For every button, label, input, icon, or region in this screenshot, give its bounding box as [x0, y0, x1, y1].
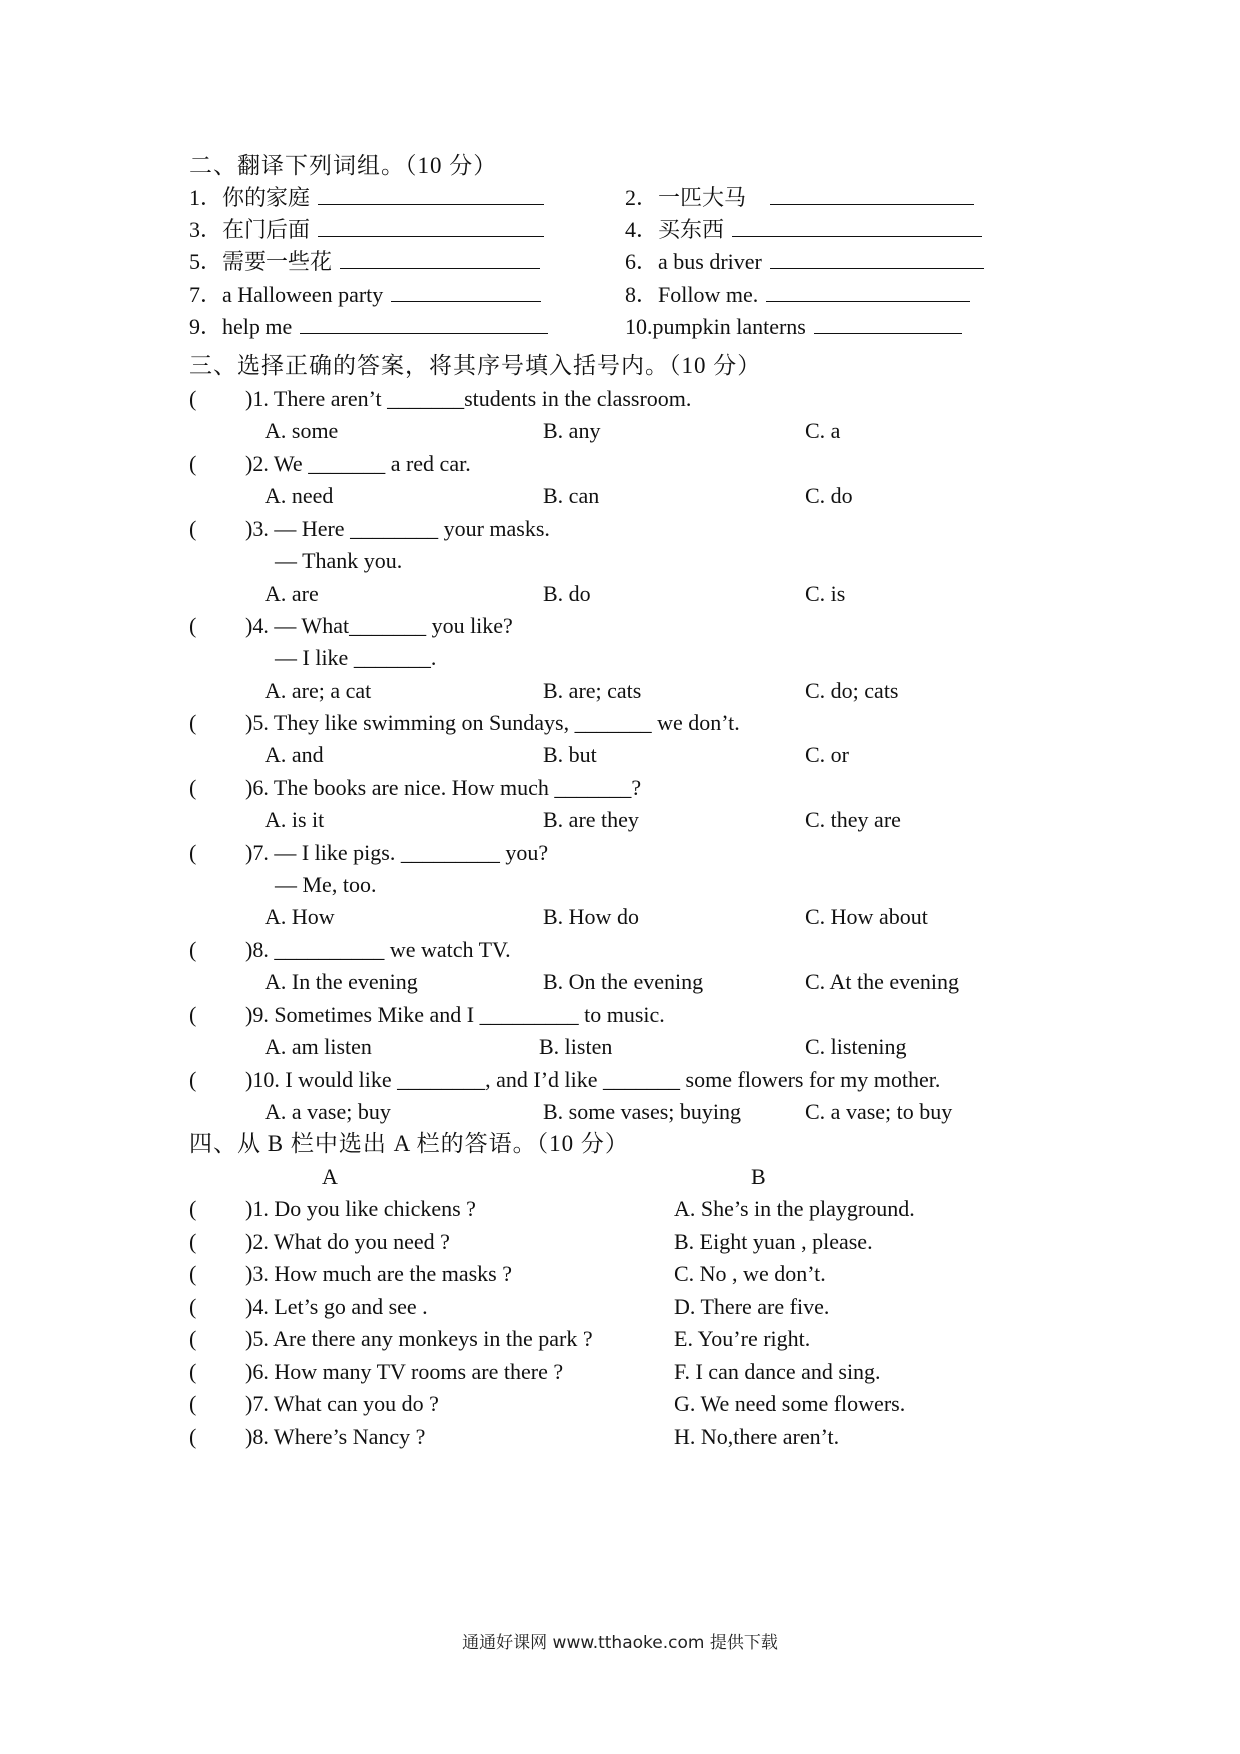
question-text: )1. There aren’t _______students in the classroom.	[245, 386, 692, 411]
options-row	[189, 675, 1069, 707]
answer-bracket[interactable]: (	[189, 1196, 197, 1221]
options-row	[189, 1096, 1069, 1128]
option-c: C. do; cats	[805, 678, 899, 703]
match-question: )2. What do you need ?	[245, 1229, 450, 1254]
translate-row	[189, 311, 1069, 343]
reply-row	[189, 869, 1069, 901]
match-row	[189, 1388, 1069, 1420]
option-b: B. listen	[539, 1034, 613, 1059]
question-text: )5. They like swimming on Sundays, _______ we don’t.	[245, 710, 740, 735]
column-headers	[189, 1161, 1069, 1193]
option-b: B. any	[543, 418, 601, 443]
options-row	[189, 1031, 1069, 1063]
answer-blank[interactable]	[770, 246, 984, 269]
options-row	[189, 966, 1069, 998]
reply-row	[189, 642, 1069, 674]
option-a: A. a vase; buy	[265, 1099, 391, 1124]
answer-bracket[interactable]: (	[189, 710, 197, 735]
question-row	[189, 610, 1069, 642]
option-c: C. a	[805, 418, 841, 443]
section2-heading: 二、翻译下列词组。（10 分）	[189, 153, 498, 178]
question-text: )7. — I like pigs. _________ you?	[245, 840, 549, 865]
option-a: A. need	[265, 483, 334, 508]
option-b: B. are they	[543, 807, 639, 832]
options-row	[189, 415, 1069, 447]
options-row	[189, 901, 1069, 933]
match-row	[189, 1291, 1069, 1323]
option-b: B. How do	[543, 904, 639, 929]
match-row	[189, 1193, 1069, 1225]
option-a: A. are	[265, 581, 319, 606]
question-text: )4. — What_______ you like?	[245, 613, 513, 638]
translate-item: 2．一匹大马	[625, 182, 974, 214]
option-c: C. At the evening	[805, 969, 959, 994]
answer-bracket[interactable]: (	[189, 451, 197, 476]
match-row	[189, 1323, 1069, 1355]
question-text: )3. — Here ________ your masks.	[245, 516, 550, 541]
answer-blank[interactable]	[766, 279, 970, 302]
question-text: )8. __________ we watch TV.	[245, 937, 511, 962]
match-answer: E. You’re right.	[674, 1326, 811, 1351]
option-c: C. How about	[805, 904, 928, 929]
answer-bracket[interactable]: (	[189, 840, 197, 865]
translate-row	[189, 279, 1069, 311]
answer-blank[interactable]	[770, 182, 974, 205]
translate-row	[189, 182, 1069, 214]
match-answer: H. No,there aren’t.	[674, 1424, 840, 1449]
option-a: A. some	[265, 418, 339, 443]
question-row	[189, 448, 1069, 480]
translate-item: 7．a Halloween party	[189, 279, 541, 311]
translate-item: 1．你的家庭	[189, 182, 544, 214]
match-question: )4. Let’s go and see .	[245, 1294, 428, 1319]
section3-heading: 三、选择正确的答案，将其序号填入括号内。（10 分）	[189, 353, 762, 378]
answer-bracket[interactable]: (	[189, 386, 197, 411]
answer-bracket[interactable]: (	[189, 1391, 197, 1416]
question-row	[189, 513, 1069, 545]
translate-item: 5．需要一些花	[189, 246, 540, 278]
match-question: )5. Are there any monkeys in the park ?	[245, 1326, 593, 1351]
translate-row	[189, 214, 1069, 246]
option-c: C. listening	[805, 1034, 907, 1059]
question-text: )6. The books are nice. How much _______?	[245, 775, 642, 800]
match-answer: D. There are five.	[674, 1294, 830, 1319]
option-b: B. On the evening	[543, 969, 704, 994]
answer-blank[interactable]	[814, 311, 962, 334]
answer-bracket[interactable]: (	[189, 1359, 197, 1384]
answer-bracket[interactable]: (	[189, 516, 197, 541]
question-row	[189, 837, 1069, 869]
options-row	[189, 578, 1069, 610]
question-row	[189, 772, 1069, 804]
options-row	[189, 480, 1069, 512]
question-text: )10. I would like ________, and I’d like _______ some flowers for my mother.	[245, 1067, 941, 1092]
translate-item: 9．help me	[189, 311, 548, 343]
option-a: A. are; a cat	[265, 678, 372, 703]
match-answer: A. She’s in the playground.	[674, 1196, 915, 1221]
question-row	[189, 383, 1069, 415]
question-row	[189, 1064, 1069, 1096]
option-c: C. is	[805, 581, 846, 606]
translate-item: 3．在门后面	[189, 214, 544, 246]
footer-credit: 通通好课网 www.tthaoke.com 提供下载	[462, 1633, 778, 1653]
answer-bracket[interactable]: (	[189, 1229, 197, 1254]
option-c: C. or	[805, 742, 849, 767]
match-answer: F. I can dance and sing.	[674, 1359, 881, 1384]
answer-bracket[interactable]: (	[189, 937, 197, 962]
answer-bracket[interactable]: (	[189, 1326, 197, 1351]
answer-bracket[interactable]: (	[189, 1424, 197, 1449]
match-question: )1. Do you like chickens ?	[245, 1196, 476, 1221]
option-b: B. some vases; buying	[543, 1099, 741, 1124]
option-b: B. do	[543, 581, 591, 606]
reply-text: — Thank you.	[275, 548, 403, 573]
translate-row	[189, 246, 1069, 278]
match-question: )8. Where’s Nancy ?	[245, 1424, 426, 1449]
match-answer: C. No , we don’t.	[674, 1261, 826, 1286]
match-answer: G. We need some flowers.	[674, 1391, 906, 1416]
option-a: A. is it	[265, 807, 325, 832]
option-b: B. but	[543, 742, 597, 767]
question-row	[189, 707, 1069, 739]
option-b: B. can	[543, 483, 600, 508]
match-answer: B. Eight yuan , please.	[674, 1229, 873, 1254]
match-question: )6. How many TV rooms are there ?	[245, 1359, 564, 1384]
option-c: C. they are	[805, 807, 901, 832]
answer-blank[interactable]	[732, 214, 982, 237]
answer-bracket[interactable]: (	[189, 775, 197, 800]
translate-item: 4．买东西	[625, 214, 982, 246]
option-a: A. am listen	[265, 1034, 372, 1059]
question-text: )9. Sometimes Mike and I _________ to music.	[245, 1002, 665, 1027]
reply-row	[189, 545, 1069, 577]
column-b-header: B	[751, 1164, 766, 1189]
option-a: A. How	[265, 904, 335, 929]
option-b: B. are; cats	[543, 678, 642, 703]
section4-heading: 四、从 B 栏中选出 A 栏的答语。（10 分）	[189, 1131, 629, 1156]
answer-bracket[interactable]: (	[189, 1294, 197, 1319]
reply-text: — I like _______.	[275, 645, 437, 670]
match-row	[189, 1258, 1069, 1290]
question-row	[189, 999, 1069, 1031]
answer-bracket[interactable]: (	[189, 1261, 197, 1286]
column-a-header: A	[322, 1164, 338, 1189]
option-a: A. In the evening	[265, 969, 418, 994]
match-row	[189, 1421, 1069, 1453]
option-a: A. and	[265, 742, 324, 767]
match-row	[189, 1356, 1069, 1388]
answer-blank[interactable]	[318, 182, 544, 205]
match-question: )3. How much are the masks ?	[245, 1261, 512, 1286]
translate-item: 8．Follow me.	[625, 279, 970, 311]
answer-blank[interactable]	[391, 279, 541, 302]
translate-item: 10.pumpkin lanterns	[625, 311, 962, 343]
answer-bracket[interactable]: (	[189, 613, 197, 638]
answer-blank[interactable]	[340, 246, 540, 269]
question-text: )2. We _______ a red car.	[245, 451, 471, 476]
reply-text: — Me, too.	[275, 872, 377, 897]
answer-bracket[interactable]: (	[189, 1002, 197, 1027]
question-row	[189, 934, 1069, 966]
match-row	[189, 1226, 1069, 1258]
options-row	[189, 739, 1069, 771]
answer-blank[interactable]	[300, 311, 548, 334]
answer-bracket[interactable]: (	[189, 1067, 197, 1092]
option-c: C. do	[805, 483, 853, 508]
options-row	[189, 804, 1069, 836]
answer-blank[interactable]	[318, 214, 544, 237]
translate-item: 6．a bus driver	[625, 246, 984, 278]
match-question: )7. What can you do ?	[245, 1391, 439, 1416]
option-c: C. a vase; to buy	[805, 1099, 953, 1124]
